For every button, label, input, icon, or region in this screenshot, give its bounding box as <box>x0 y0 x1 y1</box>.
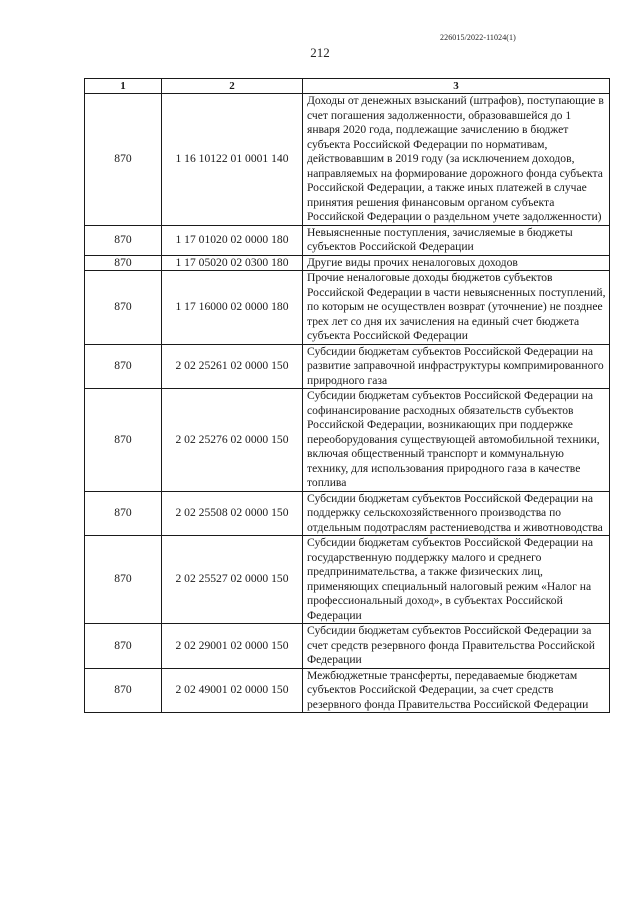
table-row <box>85 668 610 713</box>
description-cell: Субсидии бюджетам субъектов Российской Федерации на государственную поддержку малого и среднего предпринимательства, а также физических лиц, применяющих специальный налоговый режим «Налог на профессиональный доход», в субъектах Российской Федерации <box>303 536 610 624</box>
budget-code-cell: 2 02 25261 02 0000 150 <box>162 344 303 389</box>
page-number: 212 <box>310 45 330 60</box>
column-header-1: 1 <box>85 79 162 94</box>
table-row <box>85 271 610 345</box>
admin-code-cell: 870 <box>85 668 162 713</box>
table-row <box>85 225 610 255</box>
admin-code-cell: 870 <box>85 536 162 624</box>
table-header-row <box>85 79 610 94</box>
description-cell: Доходы от денежных взысканий (штрафов), поступающие в счет погашения задолженности, образовавшейся до 1 января 2020 года, подлежащие зачислению в бюджет субъекта Российской Федерации по нормативам, действовавшим в 2019 году (за исключением доходов, направляемых на формирование дорожного фонда субъекта Российской Федерации, а также иных платежей в случае принятия решения финансовым органом субъекта Российской Федерации о раздельном учете задолженности) <box>303 94 610 226</box>
admin-code-cell: 870 <box>85 491 162 536</box>
description-cell: Субсидии бюджетам субъектов Российской Федерации на поддержку сельскохозяйственного производства по отдельным подотраслям растениеводства и животноводства <box>303 491 610 536</box>
document-id: 226015/2022-11024(1) <box>440 33 516 42</box>
budget-code-cell: 2 02 25508 02 0000 150 <box>162 491 303 536</box>
budget-code-cell: 2 02 25276 02 0000 150 <box>162 389 303 492</box>
admin-code-cell: 870 <box>85 94 162 226</box>
budget-code-cell: 1 16 10122 01 0001 140 <box>162 94 303 226</box>
description-cell: Субсидии бюджетам субъектов Российской Федерации на софинансирование расходных обязательств субъектов Российской Федерации, возникающих при поддержке переоборудования существующей автомобильной техники, включая общественный транспорт и коммунальную технику, для использования природного газа в качестве топлива <box>303 389 610 492</box>
budget-code-cell: 1 17 16000 02 0000 180 <box>162 271 303 345</box>
budget-code-cell: 1 17 01020 02 0000 180 <box>162 225 303 255</box>
budget-code-cell: 2 02 25527 02 0000 150 <box>162 536 303 624</box>
description-cell: Субсидии бюджетам субъектов Российской Федерации на развитие заправочной инфраструктуры компримированного природного газа <box>303 344 610 389</box>
revenue-codes-table <box>84 78 610 713</box>
admin-code-cell: 870 <box>85 271 162 345</box>
table-row <box>85 94 610 226</box>
description-cell: Другие виды прочих неналоговых доходов <box>303 255 610 271</box>
admin-code-cell: 870 <box>85 344 162 389</box>
budget-code-cell: 2 02 29001 02 0000 150 <box>162 624 303 669</box>
description-cell: Межбюджетные трансферты, передаваемые бюджетам субъектов Российской Федерации, за счет средств резервного фонда Правительства Российской Федерации <box>303 668 610 713</box>
column-header-2: 2 <box>162 79 303 94</box>
description-cell: Невыясненные поступления, зачисляемые в бюджеты субъектов Российской Федерации <box>303 225 610 255</box>
table-row <box>85 255 610 271</box>
column-header-3: 3 <box>303 79 610 94</box>
budget-code-cell: 1 17 05020 02 0300 180 <box>162 255 303 271</box>
admin-code-cell: 870 <box>85 389 162 492</box>
table-row <box>85 389 610 492</box>
budget-code-cell: 2 02 49001 02 0000 150 <box>162 668 303 713</box>
table-row <box>85 344 610 389</box>
admin-code-cell: 870 <box>85 255 162 271</box>
description-cell: Прочие неналоговые доходы бюджетов субъектов Российской Федерации в части невыясненных поступлений, по которым не осуществлен возврат (уточнение) не позднее трех лет со дня их зачисления на единый счет бюджета субъекта Российской Федерации <box>303 271 610 345</box>
admin-code-cell: 870 <box>85 624 162 669</box>
table-row <box>85 536 610 624</box>
table-row <box>85 491 610 536</box>
admin-code-cell: 870 <box>85 225 162 255</box>
description-cell: Субсидии бюджетам субъектов Российской Федерации за счет средств резервного фонда Правительства Российской Федерации <box>303 624 610 669</box>
table-row <box>85 624 610 669</box>
